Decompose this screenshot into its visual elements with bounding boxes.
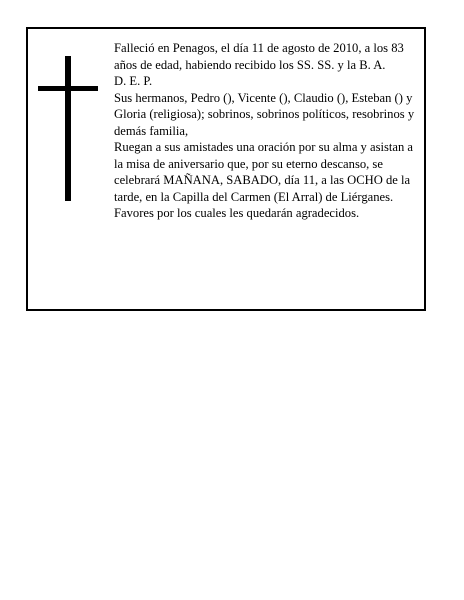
- family-list: Sus hermanos, Pedro (), Vicente (), Claudio (), Esteban () y Gloria (religiosa); sobrinos, sobrinos políticos, resobrinos y demás familia,: [114, 90, 415, 138]
- cross-icon: [38, 56, 98, 201]
- mass-invitation: Ruegan a sus amistades una oración por su alma y asistan a la misa de aniversario que, por su eterno descanso, se celebrará MAÑANA, SABADO, día 11, a las OCHO de la tarde, en la Capilla del Carmen (El Arral) de Liérganes. Favores por los cuales les quedarán agradecidos.: [114, 140, 414, 220]
- obituary-notice: [26, 27, 426, 311]
- cross-vertical-bar: [65, 56, 71, 201]
- cross-horizontal-bar: [38, 86, 98, 91]
- rest-in-peace: D. E. P.: [114, 74, 153, 88]
- death-announcement: Falleció en Penagos, el día 11 de agosto de 2010, a los 83 años de edad, habiendo recibido los SS. SS. y la B. A.: [114, 41, 404, 72]
- obituary-text: [114, 40, 420, 222]
